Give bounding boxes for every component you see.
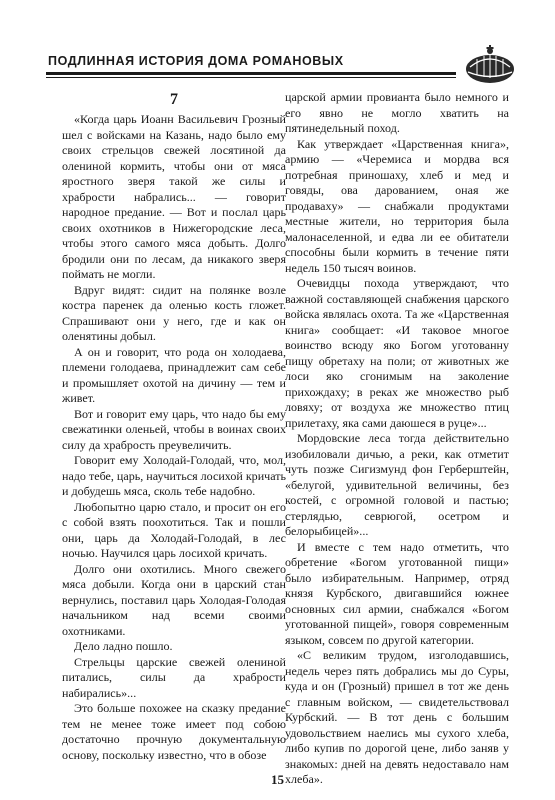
- paragraph: Как утверждает «Царственная книга», армию — «Черемиса и мордва вся потребная приношаху, хлеб и мед и говяды, ова дарованием, оная же продавахy» — снабжали продуктами местные жители, но территория была малонаселенной, и едва ли ее обитатели способны были кормить в течение пяти недель 150 тысяч воинов.: [285, 136, 509, 275]
- paragraph: Любопытно царю стало, и просит он его с собой взять поохотиться. Так и пошли они, царь да Холодай-Голодай, в лес ночью. Научился царь лосихой кричать.: [62, 499, 286, 560]
- paragraph: Говорит ему Холодай-Голодай, что, мол, надо тебе, царь, научиться лосихой кричать и добудешь мяса, сколь тебе надобно.: [62, 453, 286, 498]
- header-rule: [46, 72, 456, 75]
- header-title: ПОДЛИННАЯ ИСТОРИЯ ДОМА РОМАНОВЫХ: [48, 54, 344, 68]
- paragraph: Вдруг видят: сидит на полянке возле костра паренек да оленью кость гложет. Спрашивают они у него, где и как он оленятины добыл.: [62, 282, 286, 343]
- page-number: 15: [271, 772, 284, 787]
- running-header: [36, 45, 516, 85]
- paragraph: «Когда царь Иоанн Васильевич Грозный шел с войсками на Казань, надо было ему своих стрельцов свежей лосятиной да олениной кормить, чтобы они от мяса яростного зверя такой же силы и храбрости набрались... — говорит народное предание. — Вот и послал царь своих охотников в Нижегородские леса, чтобы этого самого мяса добыть. Долго бродили они по лесам, да никакого зверя поймать не могли.: [62, 112, 286, 281]
- paragraph: Вот и говорит ему царь, что надо бы ему свежатинки оленьей, чтобы в воинах своих силу да храбрость преувеличить.: [62, 406, 286, 452]
- paragraph: Стрельцы царские свежей олениной питались, силы да храбрости набирались»...: [62, 654, 286, 700]
- paragraph: Дело ладно пошло.: [74, 639, 173, 653]
- paragraph: А он и говорит, что рода он холодаева, племени голодаева, принадлежит сам себе и промышляет охотой на дичину — тем и живет.: [62, 344, 286, 405]
- paragraph-continued: царской армии провианта было немного и его явно не могло хватить на пятинедельный поход.: [285, 90, 509, 135]
- paragraph: И вместе с тем надо отметить, что обретение «Богом уготованной пищи» было избирательным. Например, отряд князя Курбского, двигавшийся южнее основных сил армии, снабжался «Богом уготованной пищей», говоря современным языком, совсем по другой категории.: [285, 539, 509, 647]
- header-rule-thin: [46, 77, 456, 78]
- left-column: [62, 90, 286, 763]
- paragraph: Очевидцы похода утверждают, что важной составляющей снабжения царского войска являлась охота. Та же «Царственная книга» сообщает: «И таковое многое воинство всюду яко Богом уготованну пищу обретаху на поли; от животных же лоси яко сгонимым на заколение прихождаху; в реках же множество рыб ловяху; от воздуха же множество птиц прилетаху, яка сами даюшеся в руце»...: [285, 276, 509, 430]
- right-column: [285, 90, 509, 788]
- paragraph: Мордовские леса тогда действительно изобиловали дичью, а реки, как отметит чуть позже Сигизмунд фон Герберштейн, «белугой, удивительной величины, без костей, с огромной головой и пастью; стерлядью, севрюгой, осетром и белорыбицей»...: [285, 431, 509, 538]
- chapter-number: 7: [170, 91, 178, 108]
- paragraph: Это больше похожее на сказку предание тем не менее тоже имеет под собою достаточно прочную документальную основу, поскольку известно, что в обозе: [62, 701, 286, 762]
- paragraph: «С великим трудом, изголодавшись, недель через пять добрались мы до Суры, куда и он (Грозный) пришел в тот же день с главным войском, — свидетельствовал Курбский. — В тот день с большим удовольствием наелись мы сухого хлеба, либо купив по дорогой цене, либо заняв у знакомых: дней на девять недоставало нам хлеба».: [285, 648, 509, 786]
- crown-icon: [461, 45, 519, 85]
- paragraph: Долго они охотились. Много свежего мяса добыли. Когда они в царский стан вернулись, поставил царь Холодая-Голодая начальником над всеми своими охотниками.: [62, 561, 286, 638]
